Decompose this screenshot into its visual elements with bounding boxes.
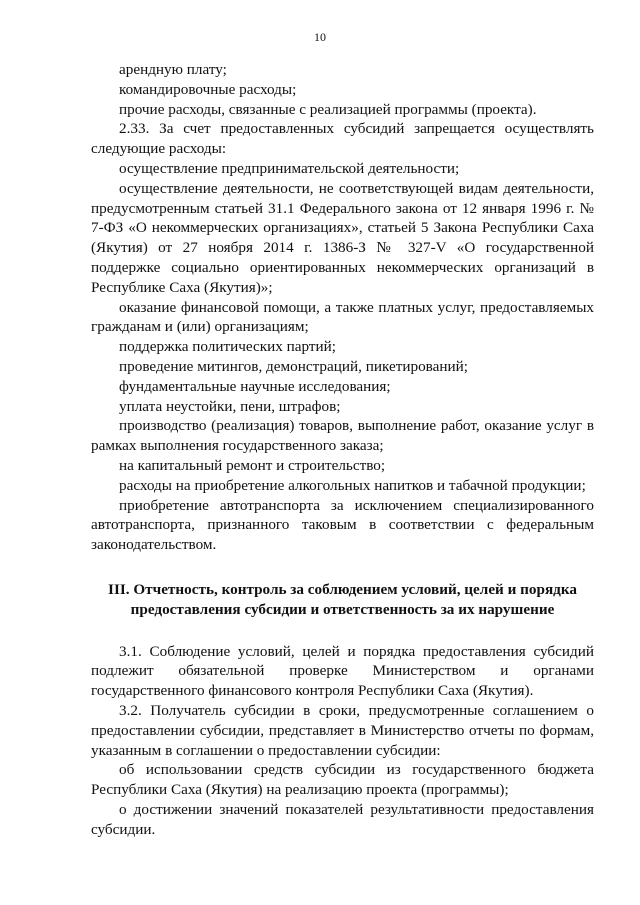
list-item: проведение митингов, демонстраций, пикетирований; — [119, 357, 468, 375]
list-item: осуществление деятельности, не соответствующей видам деятельности, предусмотренным статьей 31.1 Федерального закона от 12 января 1996 г. № 7-ФЗ «О некоммерческих организациях», статьей 5 Закона Республики Саха (Якутия) от 27 ноября 2014 г. 1386-З № 327-V «О государственной поддержке социально ориентированных некоммерческих организаций в Республике Саха (Якутия)»; — [91, 179, 594, 296]
list-item: поддержка политических партий; — [119, 338, 337, 356]
list-item: об использовании средств субсидии из государственного бюджета Республики Саха (Якутия) на реализацию проекта (программы); — [91, 761, 594, 799]
section-heading: III. Отчетность, контроль за соблюдением условий, целей и порядка предоставления субсидии и ответственность за их нарушение — [108, 580, 577, 618]
list-item: осуществление предпринимательской деятельности; — [119, 159, 460, 177]
list-item: оказание финансовой помощи, а также платных услуг, предоставляемых гражданам и (или) организациям; — [91, 298, 594, 336]
list-item: о достижении значений показателей результативности предоставления субсидии. — [91, 800, 594, 838]
list-item: уплата неустойки, пени, штрафов; — [119, 397, 341, 415]
clause-2-33: 2.33. За счет предоставленных субсидий запрещается осуществлять следующие расходы: — [91, 120, 594, 158]
list-item: расходы на приобретение алкогольных напитков и табачной продукции; — [119, 476, 586, 494]
clause-3-1: 3.1. Соблюдение условий, целей и порядка предоставления субсидий подлежит обязательной проверке Министерством и органами государственного финансового контроля Республики Саха (Якутия). — [91, 642, 594, 700]
list-item: командировочные расходы; — [119, 80, 297, 98]
page-number: 10 — [314, 30, 326, 44]
document-body — [91, 60, 594, 839]
list-item: на капитальный ремонт и строительство; — [119, 456, 386, 474]
list-item: приобретение автотранспорта за исключением специализированного автотранспорта, признанного таковым в соответствии с федеральным законодательством. — [91, 496, 594, 554]
list-item: фундаментальные научные исследования; — [119, 377, 391, 395]
list-item: арендную плату; — [119, 61, 227, 78]
list-item: производство (реализация) товаров, выполнение работ, оказание услуг в рамках выполнения государственного заказа; — [91, 417, 594, 455]
list-item: прочие расходы, связанные с реализацией программы (проекта). — [119, 100, 537, 118]
clause-3-2: 3.2. Получатель субсидии в сроки, предусмотренные соглашением о предоставлении субсидии, представляет в Министерство отчеты по формам, указанным в соглашении о предоставлении субсидии: — [91, 701, 594, 759]
